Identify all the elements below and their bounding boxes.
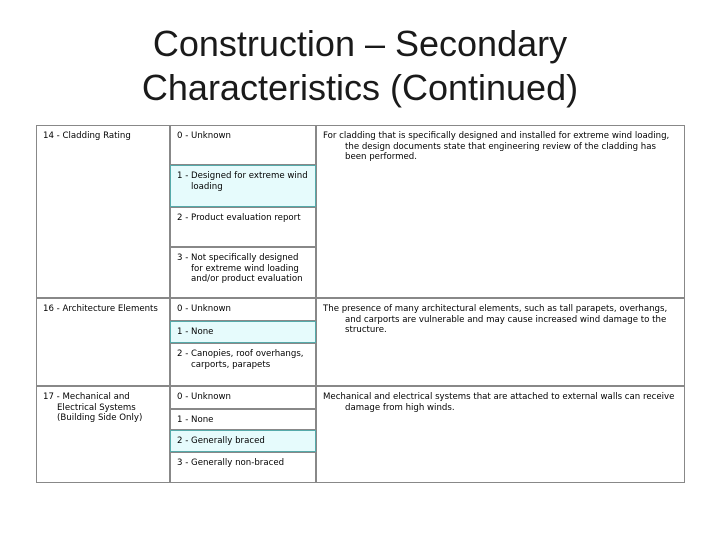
option-label: 2 - Product evaluation report <box>177 213 301 223</box>
attribute-cell-cladding-rating <box>36 125 170 298</box>
description-text: The presence of many architectural elements, such as tall parapets, overhangs, and carports are vulnerable and may cause increased wind damage to the structure. <box>323 304 668 335</box>
option-cell <box>170 207 316 247</box>
option-cell-highlighted <box>170 321 316 343</box>
description-text: For cladding that is specifically designed and installed for extreme wind loading, the design documents state that engineering review of the cladding has been performed. <box>323 131 670 162</box>
option-cell <box>170 298 316 321</box>
description-cell <box>316 386 685 483</box>
option-label: 2 - Generally braced <box>177 436 265 446</box>
attribute-label: 17 - Mechanical and Electrical Systems (Building Side Only) <box>43 392 143 423</box>
option-label: 2 - Canopies, roof overhangs, carports, parapets <box>177 349 304 370</box>
option-label: 1 - Designed for extreme wind loading <box>177 171 308 192</box>
description-text: Mechanical and electrical systems that are attached to external walls can receive damage from high winds. <box>323 392 675 413</box>
option-label: 1 - None <box>177 415 214 425</box>
option-label: 3 - Generally non-braced <box>177 458 285 468</box>
description-cell <box>316 125 685 298</box>
option-cell <box>170 247 316 298</box>
option-cell-highlighted <box>170 430 316 452</box>
option-label: 3 - Not specifically designed for extreme wind loading and/or product evaluation <box>177 253 303 284</box>
characteristics-table <box>36 125 685 483</box>
option-label: 1 - None <box>177 327 214 337</box>
attribute-cell-architecture-elements <box>36 298 170 386</box>
attribute-label: 16 - Architecture Elements <box>43 304 158 314</box>
description-cell <box>316 298 685 386</box>
option-cell-highlighted <box>170 165 316 207</box>
attribute-cell-mechanical-electrical <box>36 386 170 483</box>
option-label: 0 - Unknown <box>177 392 231 402</box>
attribute-label: 14 - Cladding Rating <box>43 131 131 141</box>
option-label: 0 - Unknown <box>177 304 231 314</box>
option-cell <box>170 452 316 483</box>
option-cell <box>170 125 316 165</box>
option-cell <box>170 409 316 430</box>
slide-title-line-1: Construction – Secondary <box>152 23 568 64</box>
slide-title <box>0 22 720 110</box>
slide-title-line-2: Characteristics (Continued) <box>141 67 579 108</box>
option-label: 0 - Unknown <box>177 131 231 141</box>
option-cell <box>170 386 316 409</box>
option-cell <box>170 343 316 386</box>
